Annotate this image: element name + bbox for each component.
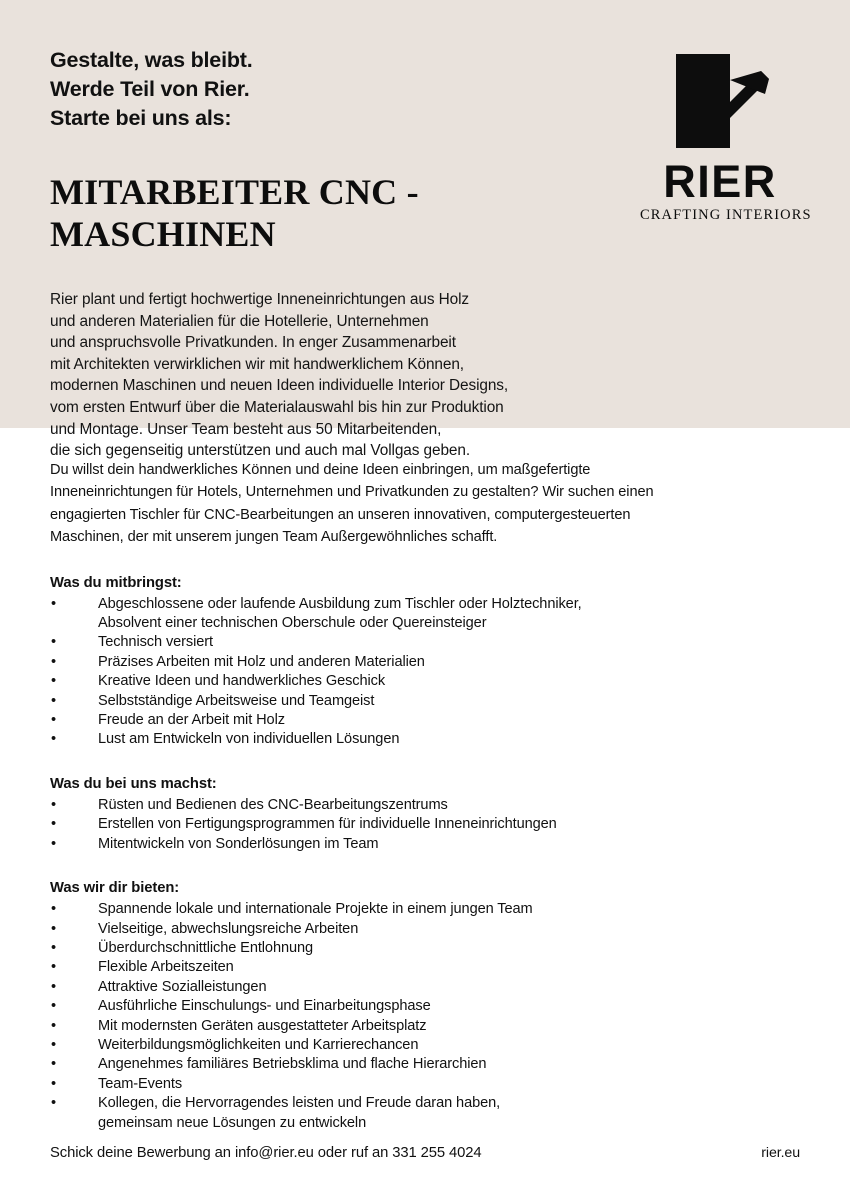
bullet-text-line: Spannende lokale und internationale Projekte in einem jungen Team bbox=[98, 901, 533, 918]
bullet-item bbox=[50, 958, 800, 977]
bullet-text bbox=[98, 1055, 800, 1074]
bullet-marker-icon: • bbox=[51, 920, 57, 937]
intro-line-2: und anspruchsvolle Privatkunden. In enger Zusammenarbeit bbox=[50, 334, 456, 352]
bullet-text bbox=[98, 653, 800, 672]
bullet-item bbox=[50, 920, 800, 939]
bullet-item bbox=[50, 692, 800, 711]
bullet-item bbox=[50, 711, 800, 730]
bullet-text-line: Weiterbildungsmöglichkeiten und Karrierechancen bbox=[98, 1036, 419, 1053]
footer-website[interactable]: rier.eu bbox=[761, 1145, 800, 1161]
bullet-text bbox=[98, 692, 800, 711]
bullet-text-line: Mit modernsten Geräten ausgestatteter Arbeitsplatz bbox=[98, 1017, 427, 1034]
bullet-marker-icon: • bbox=[51, 595, 57, 612]
lede-line-2: engagierten Tischler für CNC-Bearbeitungen an unseren innovativen, computergesteuerten bbox=[50, 506, 631, 523]
hero-band bbox=[0, 0, 850, 460]
hero-text-column bbox=[50, 44, 419, 255]
job-title-line-1: MASCHINEN bbox=[50, 214, 276, 254]
bullet-text bbox=[98, 633, 800, 652]
bullet-item bbox=[50, 633, 800, 652]
bullet-text-line: Team-Events bbox=[98, 1075, 183, 1092]
bullet-text-line: Attraktive Sozialleistungen bbox=[98, 978, 267, 995]
bullet-item bbox=[50, 997, 800, 1016]
bullet-text bbox=[98, 796, 800, 815]
bullet-text-line: Angenehmes familiäres Betriebsklima und flache Hierarchien bbox=[98, 1056, 487, 1073]
intro-line-0: Rier plant und fertigt hochwertige Inneneinrichtungen aus Holz bbox=[50, 291, 470, 308]
bullet-item bbox=[50, 1094, 800, 1133]
bullet-marker-icon: • bbox=[51, 998, 57, 1015]
intro-line-1: und anderen Materialien für die Hotellerie, Unternehmen bbox=[50, 312, 429, 330]
intro-line-7: die sich gegenseitig unterstützen und auch mal Vollgas geben. bbox=[50, 442, 470, 460]
bullet-marker-icon: • bbox=[51, 634, 57, 651]
bullet-text-line: Abgeschlossene oder laufende Ausbildung zum Tischler oder Holztechniker, bbox=[98, 595, 582, 612]
footer-contact: Schick deine Bewerbung an info@rier.eu oder ruf an 331 255 4024 bbox=[50, 1145, 482, 1161]
section-heading: Was wir dir bieten: bbox=[50, 880, 180, 897]
kicker-heading bbox=[50, 44, 419, 133]
bullet-item bbox=[50, 1055, 800, 1074]
bullet-item bbox=[50, 900, 800, 919]
bullet-text-line: Ausführliche Einschulungs- und Einarbeitungsphase bbox=[98, 998, 431, 1015]
bullet-marker-icon: • bbox=[51, 835, 57, 852]
bullet-text-line: Rüsten und Bedienen des CNC-Bearbeitungszentrums bbox=[98, 796, 448, 813]
job-section bbox=[50, 878, 800, 1133]
bullet-marker-icon: • bbox=[51, 1056, 57, 1073]
bullet-marker-icon: • bbox=[51, 1036, 57, 1053]
bullet-text-line: Kreative Ideen und handwerkliches Geschick bbox=[98, 673, 386, 690]
bullet-marker-icon: • bbox=[51, 978, 57, 995]
bullet-text-line: gemeinsam neue Lösungen zu entwickeln bbox=[98, 1114, 367, 1131]
bullet-marker-icon: • bbox=[51, 673, 57, 690]
bullet-text-line: Präzises Arbeiten mit Holz und anderen Materialien bbox=[98, 653, 425, 670]
bullet-text bbox=[98, 1094, 800, 1133]
bullet-text-line: Überdurchschnittliche Entlohnung bbox=[98, 939, 314, 956]
company-intro-paragraph bbox=[50, 289, 800, 462]
bullet-text-line: Kollegen, die Hervorragendes leisten und Freude daran haben, bbox=[98, 1095, 501, 1112]
bullet-marker-icon: • bbox=[51, 731, 57, 748]
intro-line-3: mit Architekten verwirklichen wir mit handwerklichem Können, bbox=[50, 355, 464, 373]
bullet-item bbox=[50, 835, 800, 854]
bullet-marker-icon: • bbox=[51, 816, 57, 833]
bullet-text-line: Erstellen von Fertigungsprogrammen für individuelle Inneneinrichtungen bbox=[98, 816, 557, 833]
bullet-marker-icon: • bbox=[51, 796, 57, 813]
bullet-text bbox=[98, 900, 800, 919]
bullet-marker-icon: • bbox=[51, 1017, 57, 1034]
bullet-text-line: Absolvent einer technischen Oberschule oder Quereinsteiger bbox=[98, 615, 487, 632]
bullet-text-line: Lust am Entwickeln von individuellen Lösungen bbox=[98, 731, 400, 748]
job-title bbox=[50, 171, 419, 255]
intro-line-5: vom ersten Entwurf über die Materialauswahl bis hin zur Produktion bbox=[50, 398, 504, 416]
bullet-item bbox=[50, 939, 800, 958]
bullet-text bbox=[98, 672, 800, 691]
bullet-item bbox=[50, 653, 800, 672]
bullet-text bbox=[98, 1036, 800, 1055]
bullet-marker-icon: • bbox=[51, 901, 57, 918]
intro-line-4: modernen Maschinen und neuen Ideen individuelle Interior Designs, bbox=[50, 377, 509, 395]
lede-line-3: Maschinen, der mit unserem jungen Team Außergewöhnliches schafft. bbox=[50, 529, 498, 546]
kicker-line-0: Gestalte, was bleibt. bbox=[50, 48, 253, 72]
bullet-list bbox=[50, 595, 800, 750]
bullet-marker-icon: • bbox=[51, 959, 57, 976]
bullet-item bbox=[50, 672, 800, 691]
bullet-text bbox=[98, 958, 800, 977]
bullet-list bbox=[50, 796, 800, 854]
bullet-text bbox=[98, 997, 800, 1016]
company-logo bbox=[640, 50, 812, 224]
kicker-line-1: Werde Teil von Rier. bbox=[50, 77, 250, 101]
bullet-text bbox=[98, 835, 800, 854]
bullet-text bbox=[98, 978, 800, 997]
bullet-item bbox=[50, 1075, 800, 1094]
job-body bbox=[0, 428, 850, 1133]
bullet-item bbox=[50, 595, 800, 634]
bullet-text-line: Selbstständige Arbeitsweise und Teamgeist bbox=[98, 692, 375, 709]
bullet-item bbox=[50, 815, 800, 834]
job-title-line-0: MITARBEITER CNC - bbox=[50, 172, 419, 212]
job-sections bbox=[50, 573, 800, 1133]
bullet-item bbox=[50, 730, 800, 749]
job-lede-paragraph bbox=[50, 459, 800, 549]
bullet-marker-icon: • bbox=[51, 939, 57, 956]
bullet-marker-icon: • bbox=[51, 692, 57, 709]
bullet-item bbox=[50, 1017, 800, 1036]
logo-wordmark: RIER bbox=[663, 156, 777, 207]
bullet-marker-icon: • bbox=[51, 712, 57, 729]
bullet-item bbox=[50, 796, 800, 815]
bullet-text bbox=[98, 730, 800, 749]
logo-tagline: CRAFTING INTERIORS bbox=[640, 207, 812, 223]
footer bbox=[0, 1145, 850, 1161]
bullet-text-line: Freude an der Arbeit mit Holz bbox=[98, 712, 285, 729]
bullet-text bbox=[98, 595, 800, 634]
job-section bbox=[50, 774, 800, 854]
section-heading: Was du bei uns machst: bbox=[50, 775, 217, 792]
bullet-text bbox=[98, 939, 800, 958]
bullet-list bbox=[50, 900, 800, 1133]
bullet-text-line: Vielseitige, abwechslungsreiche Arbeiten bbox=[98, 920, 359, 937]
bullet-text-line: Mitentwickeln von Sonderlösungen im Team bbox=[98, 835, 379, 852]
bullet-text bbox=[98, 815, 800, 834]
lede-line-0: Du willst dein handwerkliches Können und deine Ideen einbringen, um maßgefertigte bbox=[50, 462, 591, 478]
job-section bbox=[50, 573, 800, 750]
bullet-text bbox=[98, 711, 800, 730]
hero-inner bbox=[50, 44, 812, 255]
bullet-item bbox=[50, 978, 800, 997]
kicker-line-2: Starte bei uns als: bbox=[50, 106, 232, 130]
bullet-item bbox=[50, 1036, 800, 1055]
bullet-text-line: Flexible Arbeitszeiten bbox=[98, 959, 234, 976]
bullet-text bbox=[98, 1017, 800, 1036]
bullet-text bbox=[98, 920, 800, 939]
bullet-text-line: Technisch versiert bbox=[98, 634, 213, 651]
bullet-marker-icon: • bbox=[51, 1075, 57, 1092]
bullet-marker-icon: • bbox=[51, 1095, 57, 1112]
lede-line-1: Inneneinrichtungen für Hotels, Unternehmen und Privatkunden zu gestalten? Wir suchen einen bbox=[50, 484, 654, 501]
intro-line-6: und Montage. Unser Team besteht aus 50 Mitarbeitenden, bbox=[50, 420, 442, 438]
bullet-text bbox=[98, 1075, 800, 1094]
rier-block-mark-icon bbox=[668, 50, 773, 152]
section-heading: Was du mitbringst: bbox=[50, 574, 182, 591]
bullet-marker-icon: • bbox=[51, 653, 57, 670]
